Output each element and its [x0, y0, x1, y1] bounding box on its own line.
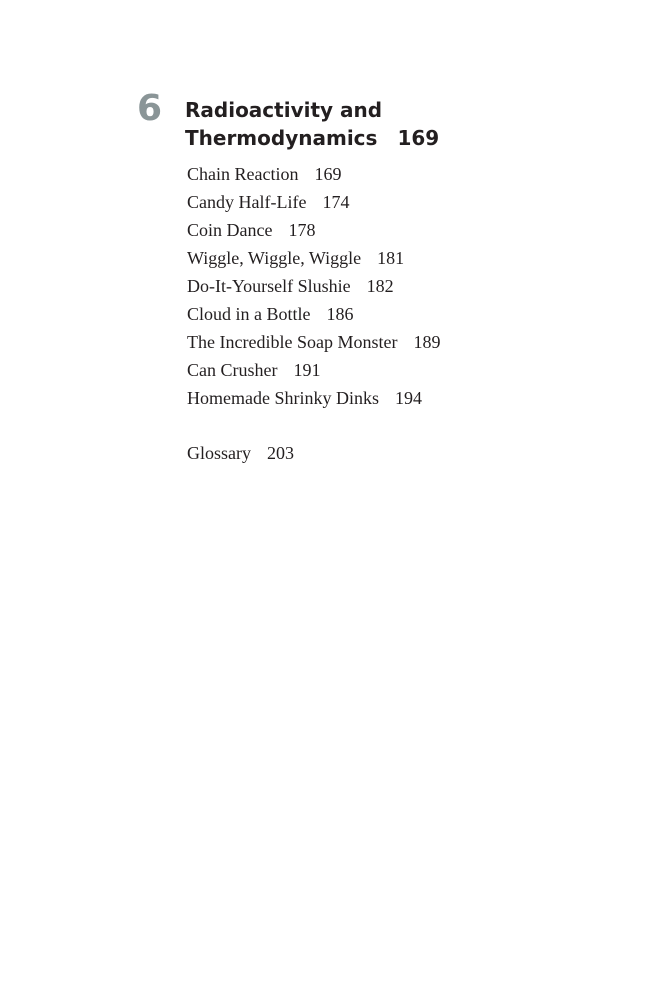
entry-title: Candy Half-Life: [187, 192, 307, 212]
chapter-title-line-1: Radioactivity and: [185, 98, 383, 122]
toc-entry: [187, 216, 440, 244]
entry-page-number: 169: [314, 164, 342, 184]
glossary-entry: [187, 439, 294, 467]
glossary-title: Glossary: [187, 443, 251, 463]
chapter-entries-list: [187, 160, 440, 412]
entry-title: Can Crusher: [187, 360, 278, 380]
entry-page-number: 191: [293, 360, 321, 380]
entry-title: The Incredible Soap Monster: [187, 332, 398, 352]
chapter-title-line-2: [185, 124, 439, 152]
glossary-page-number: 203: [267, 443, 294, 463]
toc-entry: [187, 356, 440, 384]
entry-title: Chain Reaction: [187, 164, 299, 184]
toc-entry: [187, 300, 440, 328]
entry-page-number: 182: [366, 276, 394, 296]
entry-page-number: 174: [322, 192, 350, 212]
chapter-heading: [185, 96, 439, 152]
entry-title: Wiggle, Wiggle, Wiggle: [187, 248, 362, 268]
chapter-title-text: Thermodynamics: [185, 126, 378, 150]
entry-page-number: 194: [394, 388, 422, 408]
entry-title: Coin Dance: [187, 220, 273, 240]
entry-title: Homemade Shrinky Dinks: [187, 388, 379, 408]
entry-page-number: 189: [413, 332, 441, 352]
chapter-number: 6: [137, 88, 163, 129]
toc-entry: [187, 384, 440, 412]
toc-entry: [187, 244, 440, 272]
toc-entry: [187, 160, 440, 188]
toc-entry: [187, 188, 440, 216]
entry-page-number: 181: [377, 248, 405, 268]
entry-title: Do-It-Yourself Slushie: [187, 276, 351, 296]
toc-entry: [187, 272, 440, 300]
toc-entry: [187, 328, 440, 356]
entry-page-number: 178: [288, 220, 316, 240]
chapter-page-number: 169: [397, 126, 440, 150]
entry-page-number: 186: [326, 304, 354, 324]
entry-title: Cloud in a Bottle: [187, 304, 311, 324]
